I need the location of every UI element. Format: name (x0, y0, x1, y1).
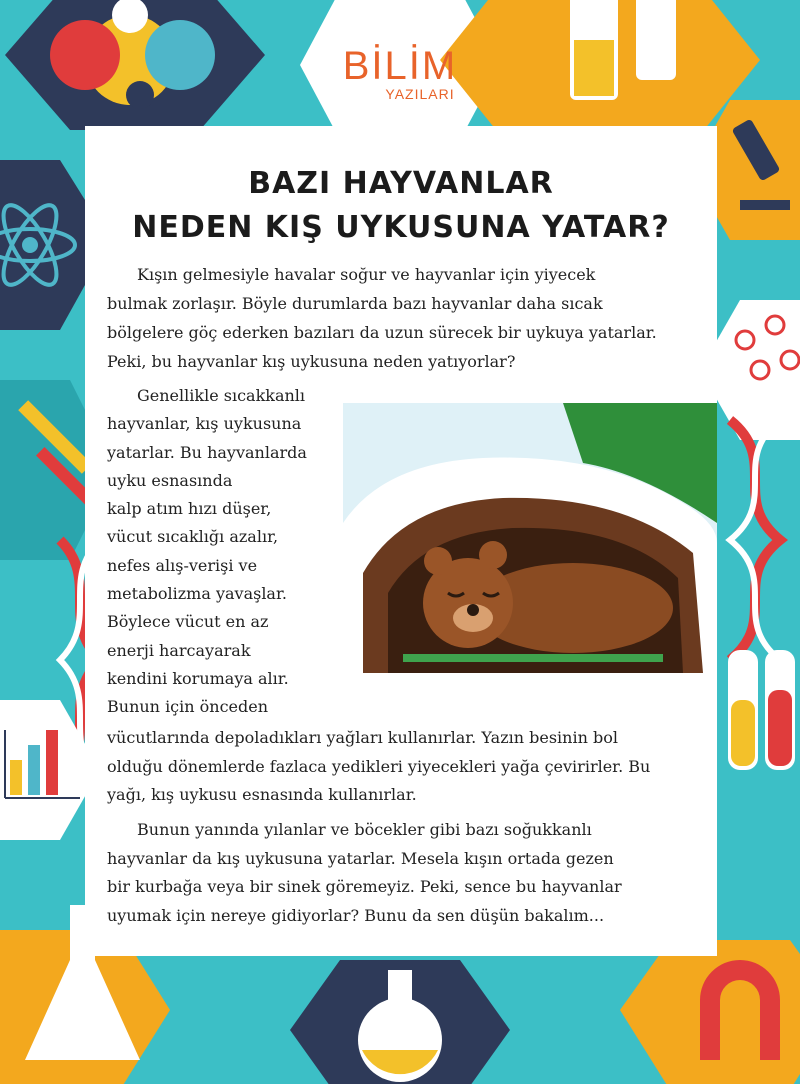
article-card (85, 126, 717, 956)
paragraph-warm-blooded (107, 382, 347, 722)
paragraph-line: nefes alış-verişi ve (107, 555, 258, 575)
molecule-icon (5, 0, 265, 130)
paragraph-warm-blooded-continued (107, 724, 717, 810)
paragraph-line: Bunun yanında yılanlar ve böcekler gibi bazı soğukkanlı (137, 820, 592, 839)
paragraph-line: enerji harcayarak (107, 640, 251, 660)
paragraph-line: yağı, kış uykusu esnasında kullanırlar. (107, 785, 417, 805)
paragraph-line: hayvanlar da kış uykusuna yatarlar. Mesela kışın ortada gezen (107, 848, 614, 868)
article-title (85, 162, 717, 250)
paragraph-line: kalp atım hızı düşer, (107, 499, 272, 519)
sleeping-bear-illustration (343, 403, 717, 673)
title-line: NEDEN KIŞ UYKUSUNA YATAR? (132, 210, 670, 245)
paragraph-line: vücutlarında depoladıkları yağları kullanırlar. Yazın besinin bol (107, 728, 618, 747)
round-flask-icon (290, 960, 510, 1084)
paragraph-line: metabolizma yavaşlar. (107, 584, 287, 604)
bilim-yazilari-logo (322, 36, 478, 126)
paragraph-line: Genellikle sıcakkanlı (137, 386, 306, 405)
paragraph-line: vücut sıcaklığı azalır, (107, 527, 279, 547)
paragraph-line: bir kurbağa veya bir sinek göremeyiz. Peki, sence bu hayvanlar (107, 877, 622, 897)
paragraph-intro (107, 260, 707, 376)
paragraph-line: Kışın gelmesiyle havalar soğur ve hayvanlar için yiyecek (137, 265, 596, 284)
paragraph-line: uyumak için nereye gidiyorlar? Bunu da sen düşün bakalım... (107, 906, 605, 926)
paragraph-line: bölgelere göç ederken bazıları da uzun sürecek bir uykuya yatarlar. (107, 323, 657, 342)
magnet-icon (620, 940, 800, 1084)
logo-main-text: BİLİM (342, 44, 458, 88)
paragraph-line: Bunun için önceden (107, 697, 269, 717)
paragraph-line: Peki, bu hayvanlar kış uykusuna neden yatıyorlar? (107, 352, 516, 371)
paragraph-line: bulmak zorlaşır. Böyle durumlarda bazı hayvanlar daha sıcak (107, 294, 603, 313)
paragraph-line: uyku esnasında (107, 470, 233, 490)
title-line: BAZI HAYVANLAR (248, 166, 554, 201)
paragraph-line: yatarlar. Bu hayvanlarda (107, 442, 307, 462)
paragraph-line: olduğu dönemlerde fazlaca yedikleri yiyecekleri yağa çevirirler. Bu (107, 756, 651, 776)
dna-icon-right (730, 420, 780, 660)
paragraph-line: kendini korumaya alır. (107, 668, 289, 688)
paragraph-line: Böylece vücut en az (107, 612, 269, 632)
test-tubes-icon (728, 650, 795, 770)
paragraph-cold-blooded (107, 816, 717, 931)
paragraph-line: hayvanlar, kış uykusuna (107, 414, 302, 434)
logo-sub-text: YAZILARI (385, 86, 455, 102)
